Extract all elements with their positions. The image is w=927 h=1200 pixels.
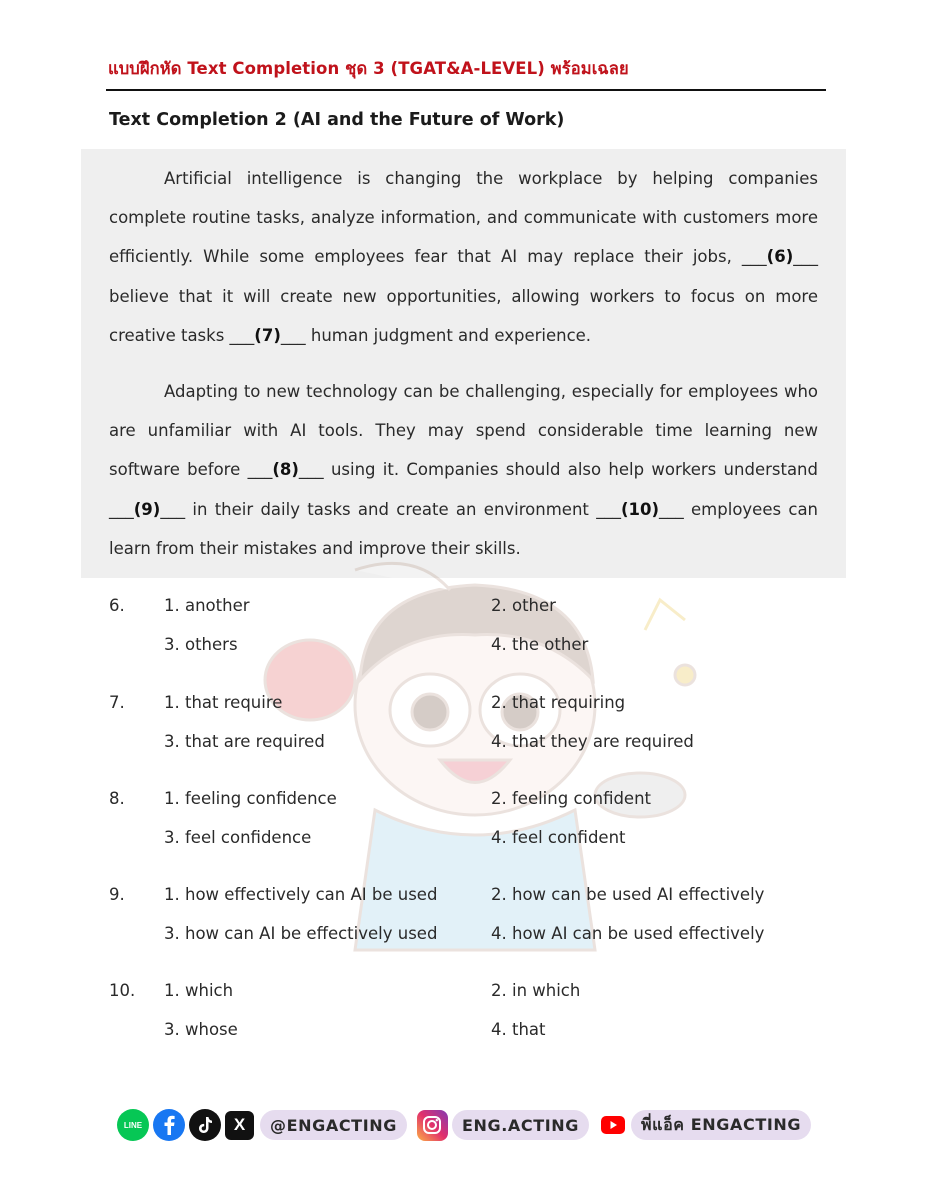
option-10-4[interactable]: 4. that [491, 1020, 546, 1039]
facebook-icon[interactable] [153, 1109, 185, 1141]
handle-youtube[interactable]: พี่แอ็ค ENGACTING [631, 1110, 811, 1140]
question-number: 6. [109, 596, 125, 615]
option-6-1[interactable]: 1. another [164, 596, 250, 615]
blank-9: ___(9)___ [109, 499, 186, 519]
option-9-2[interactable]: 2. how can be used AI effectively [491, 885, 765, 904]
worksheet-title: แบบฝึกหัด Text Completion ชุด 3 (TGAT&A-LEVEL) พร้อมเฉลย [108, 59, 629, 78]
option-7-2[interactable]: 2. that requiring [491, 693, 626, 712]
option-8-1[interactable]: 1. feeling confidence [164, 789, 337, 808]
option-10-2[interactable]: 2. in which [491, 981, 581, 1000]
instagram-icon[interactable] [417, 1110, 448, 1141]
passage-box [81, 149, 846, 578]
question-number: 10. [109, 981, 136, 1000]
option-6-3[interactable]: 3. others [164, 635, 238, 654]
option-8-2[interactable]: 2. feeling confident [491, 789, 652, 808]
option-6-2[interactable]: 2. other [491, 596, 556, 615]
handle-eng-acting[interactable]: ENG.ACTING [452, 1110, 589, 1140]
option-8-3[interactable]: 3. feel confidence [164, 828, 312, 847]
option-7-3[interactable]: 3. that are required [164, 732, 325, 751]
tiktok-icon[interactable] [189, 1109, 221, 1141]
option-8-4[interactable]: 4. feel confident [491, 828, 626, 847]
social-footer [117, 1107, 827, 1143]
section-title: Text Completion 2 (AI and the Future of Work) [109, 110, 565, 130]
option-7-1[interactable]: 1. that require [164, 693, 283, 712]
question-number: 9. [109, 885, 125, 904]
option-10-1[interactable]: 1. which [164, 981, 234, 1000]
option-7-4[interactable]: 4. that they are required [491, 732, 694, 751]
line-icon[interactable]: LINE [117, 1109, 149, 1141]
blank-10: ___(10)___ [596, 499, 684, 519]
blank-8: ___(8)___ [247, 460, 324, 480]
option-10-3[interactable]: 3. whose [164, 1020, 238, 1039]
option-6-4[interactable]: 4. the other [491, 635, 589, 654]
x-icon[interactable]: X [225, 1111, 254, 1140]
question-number: 7. [109, 693, 125, 712]
option-9-1[interactable]: 1. how effectively can AI be used [164, 885, 438, 904]
blank-7: ___(7)___ [229, 325, 306, 345]
blank-6: ___(6)___ [741, 247, 818, 267]
header-divider [106, 89, 826, 91]
option-9-3[interactable]: 3. how can AI be effectively used [164, 924, 438, 943]
question-number: 8. [109, 789, 125, 808]
option-9-4[interactable]: 4. how AI can be used effectively [491, 924, 765, 943]
passage-paragraph-2: Adapting to new technology can be challenging, especially for employees who are unfamiliar with AI tools. They may spend considerable time learning new software before ___(8)___ using it. Companies should also help workers understand ___(9)___ in their daily tasks and create an environment ___(10)___ employees can learn from their mistakes and improve their skills. [109, 382, 819, 558]
passage-paragraph-1: Artificial intelligence is changing the workplace by helping companies complete routine tasks, analyze information, and communicate with customers more efficiently. While some employees fear that AI may replace their jobs, ___(6)___ believe that it will create new opportunities, allowing workers to focus on more creative tasks ___(7)___ human judgment and experience. [109, 169, 818, 345]
handle-engacting[interactable]: @ENGACTING [260, 1110, 407, 1140]
youtube-icon[interactable] [599, 1111, 627, 1139]
